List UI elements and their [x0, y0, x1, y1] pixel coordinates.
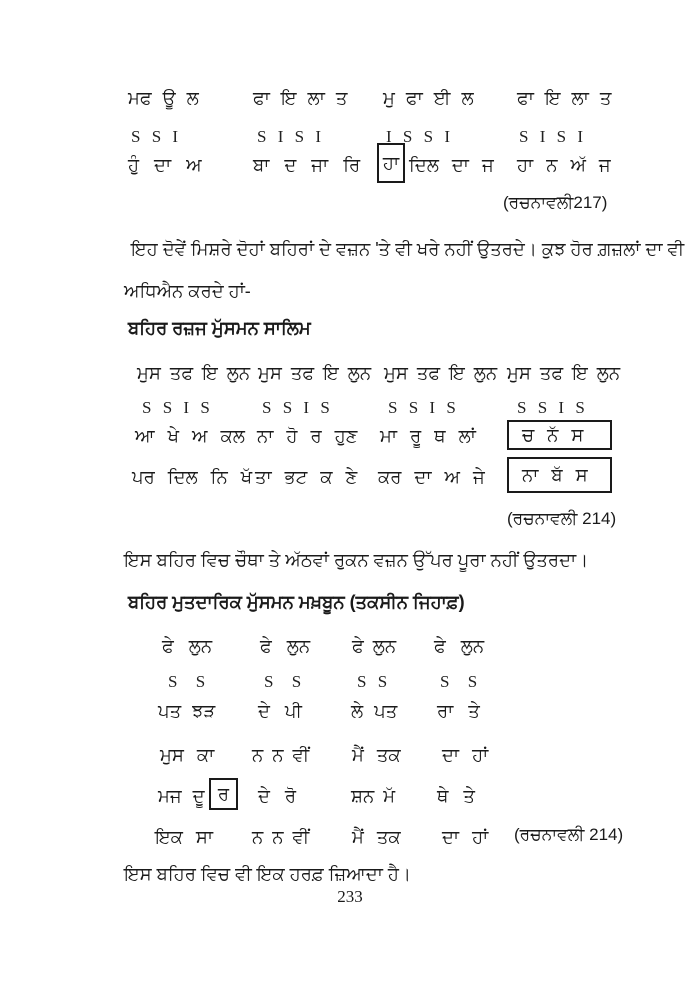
s3-row3-boxed-cell: [209, 778, 238, 810]
s2-row1-boxed-cell: [507, 420, 612, 450]
s2-foot-1: ਮੁਸ ਤਫ ਇ ਲੁਨ: [137, 363, 251, 383]
s3-row1-cell-4: ਰਾ ਤੇ: [437, 701, 480, 721]
s2-scansion-1: S S I S: [142, 398, 210, 417]
s2-scansion-3: S S I S: [388, 398, 456, 417]
paragraph-1-line-1: ਇਹ ਦੋਵੇਂ ਮਿਸ਼ਰੇ ਦੋਹਾਂ ਬਹਿਰਾਂ ਦੇ ਵਜ਼ਨ 'ਤੇ ਵੀ ਖਰੇ ਨਹੀਂ ਉਤਰਦੇ। ਕੁਝ ਹੋਰ ਗ਼ਜ਼ਲਾਂ ਦਾ ਵੀ: [131, 239, 685, 259]
s1-words-1: ਹੁੰ ਦਾ ਅ: [128, 155, 202, 175]
s2-row1-cell-1: ਆ ਖੇ ਅ ਕਲ: [135, 426, 245, 446]
section-heading-mutadarik: ਬਹਿਰ ਮੁਤਦਾਰਿਕ ਮੁੱਸਮਨ ਮਖ਼ਬੂਨ (ਤਕਸੀਨ ਜਿਹਾਫ਼): [128, 592, 465, 612]
s1-foot-1: ਮਫ ਊ ਲ: [128, 88, 199, 108]
s1-words-3: ਦਿਲ ਦਾ ਜ: [409, 155, 494, 175]
section-heading-rajaz: ਬਹਿਰ ਰਜ਼ਜ ਮੁੱਸਮਨ ਸਾਲਿਮ: [128, 318, 311, 338]
s3-citation: (ਰਚਨਾਵਲੀ 214): [514, 825, 624, 844]
s2-foot-2: ਮੁਸ ਤਫ ਇ ਲੁਨ: [258, 363, 372, 383]
s3-scansion-1: S S: [168, 672, 206, 691]
s1-scansion-1: S S I: [131, 127, 179, 146]
s2-citation: (ਰਚਨਾਵਲੀ 214): [507, 509, 617, 528]
s3-row1-cell-3: ਲੇ ਪਤ: [351, 701, 398, 721]
s1-foot-4: ਫਾ ਇ ਲਾ ਤ: [517, 88, 612, 108]
s3-row2-cell-3: ਮੈਂ ਤਕ: [352, 745, 401, 765]
s3-scansion-4: S S: [440, 672, 478, 691]
paragraph-3: ਇਸ ਬਹਿਰ ਵਿਚ ਵੀ ਇਕ ਹਰਫ਼ ਜ਼ਿਆਦਾ ਹੈ।: [124, 864, 412, 884]
s1-words-2: ਬਾ ਦ ਜਾ ਰਿ: [253, 155, 361, 175]
s1-boxed-syllable-text: ਹਾ: [382, 152, 400, 173]
s2-row1-boxed-text: ਚ ਨੱ ਸ: [522, 424, 584, 445]
s1-scansion-4: S I S I: [519, 127, 583, 146]
s2-scansion-2: S S I S: [262, 398, 330, 417]
s3-row3-cell-4: ਥੇ ਤੇ: [437, 786, 475, 806]
s1-citation: (ਰਚਨਾਵਲੀ217): [503, 193, 608, 212]
paragraph-2: ਇਸ ਬਹਿਰ ਵਿਚ ਚੌਥਾ ਤੇ ਅੱਠਵਾਂ ਰੁਕਨ ਵਜ਼ਨ ਉੱਪਰ ਪੂਰਾ ਨਹੀਂ ਉਤਰਦਾ।: [124, 550, 589, 570]
s3-row4-cell-2: ਨ ਨ ਵੀਂ: [252, 827, 310, 847]
s3-foot-2: ਫੇ ਲੁਨ: [260, 636, 311, 656]
s2-row1-cell-2: ਨਾ ਹੋ ਰ ਹੁਣ: [257, 426, 358, 446]
s1-scansion-2: S I S I: [257, 127, 321, 146]
s2-row2-cell-2: ਤਾ ਭਟ ਕ ਣੇ: [255, 467, 358, 487]
s1-words-4: ਹਾ ਨ ਅੱ ਜ: [517, 155, 611, 175]
s1-boxed-syllable: [377, 143, 405, 183]
s3-row3-boxed-text: ਰ: [217, 783, 230, 804]
s3-scansion-2: S S: [264, 672, 302, 691]
s1-foot-3: ਮੁ ਫਾ ਈ ਲ: [383, 88, 474, 108]
s2-row2-boxed-text: ਨਾ ਬੱ ਸ: [522, 464, 588, 485]
s3-foot-4: ਫੇ ਲੁਨ: [434, 636, 485, 656]
s2-row2-cell-3: ਕਰ ਦਾ ਅ ਜੇ: [378, 467, 485, 487]
s3-row2-cell-2: ਨ ਨ ਵੀਂ: [252, 745, 310, 765]
s3-row4-cell-1: ਇਕ ਸਾ: [155, 827, 214, 847]
s3-row1-cell-2: ਦੇ ਪੀ: [258, 701, 302, 721]
s2-row2-boxed-cell: [507, 457, 612, 493]
s1-foot-2: ਫਾ ਇ ਲਾ ਤ: [253, 88, 348, 108]
s3-foot-3: ਫੇ ਲੁਨ: [352, 636, 397, 656]
s2-row2-cell-1: ਪਰ ਦਿਲ ਨਿ ਖੱ: [132, 467, 253, 487]
s3-row3-cell-2: ਦੇ ਰੋ: [258, 786, 297, 806]
s1-scansion-3: I S S I: [386, 127, 450, 146]
s3-row4-cell-4: ਦਾ ਹਾਂ: [442, 827, 489, 847]
s3-row3-pre-text: ਮਜ ਦੂ: [158, 786, 205, 806]
s3-row1-cell-1: ਪਤ ਝੜ: [158, 701, 216, 721]
s3-row4-cell-3: ਮੈਂ ਤਕ: [352, 827, 401, 847]
s3-foot-1: ਫੇ ਲੁਨ: [162, 636, 213, 656]
page-number: 233: [337, 887, 363, 906]
s3-row2-cell-1: ਮੁਸ ਕਾ: [160, 745, 215, 765]
s2-foot-4: ਮੁਸ ਤਫ ਇ ਲੁਨ: [507, 363, 621, 383]
s2-scansion-4: S S I S: [517, 398, 585, 417]
s3-row3-cell-3: ਸ਼ਨ ਮੱ: [351, 786, 396, 806]
s2-foot-3: ਮੁਸ ਤਫ ਇ ਲੁਨ: [384, 363, 498, 383]
s3-scansion-3: S S: [357, 672, 388, 691]
s3-row2-cell-4: ਦਾ ਹਾਂ: [442, 745, 489, 765]
s2-row1-cell-3: ਮਾ ਰੂ ਥ ਲਾਂ: [380, 426, 476, 446]
paragraph-1-line-2: ਅਧਿਐਨ ਕਰਦੇ ਹਾਂ-: [124, 281, 251, 301]
